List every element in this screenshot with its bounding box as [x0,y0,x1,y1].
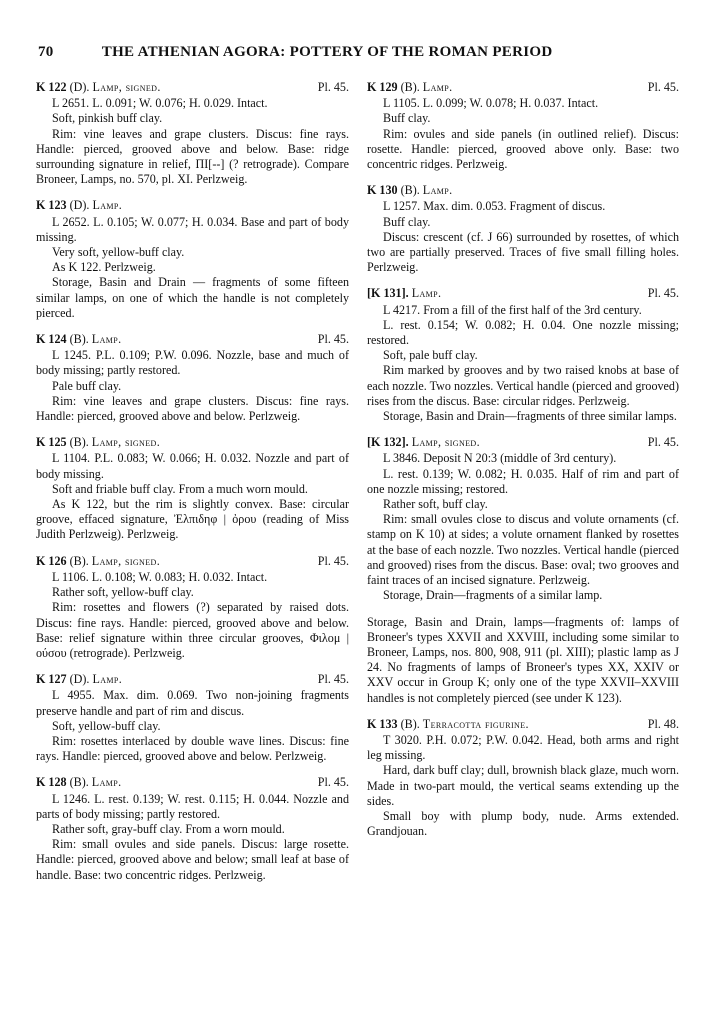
catalogue-entry [36,554,349,661]
running-header [38,44,664,61]
entry-id: K 123 [36,198,67,213]
entry-line: Discus: crescent (cf. J 66) surrounded by rosettes, of which two are partially preserved. Traces of five small filling holes. Perlzweig. [367,229,679,275]
entry-line: L. rest. 0.139; W. 0.082; H. 0.035. Half of rim and part of one nozzle missing; restored. [367,466,679,496]
entry-id: K 133 [367,716,398,731]
entry-kind: Lamp. [91,775,122,790]
left-column [36,80,349,894]
entry-line: L 1106. L. 0.108; W. 0.083; H. 0.032. Intact. [52,569,268,584]
storage-note: Storage, Basin and Drain, lamps—fragments of: lamps of Broneer's types XXVII and XXVIII, including some similar to Broneer, Lamps, nos. 800, 908, 911 (pl. XIII); plastic lamp as J 24. No fragments of lamps of Broneer's types XX, XXIV or XXV occur in Group K; only one of the type XXVII–XXVIII handles is not completely pierced (see under K 123). [367,614,679,705]
catalogue-entry [36,198,349,321]
page-number: 70 [38,44,54,60]
entry-title [367,435,480,450]
entry-id: K 122 [36,80,67,94]
entry-class: (B). [69,553,89,568]
right-column [367,80,679,850]
entry-title [36,672,122,687]
entry-title [36,775,122,790]
catalogue-entry [36,80,349,187]
entry-plate: Pl. 45. [317,775,349,790]
entry-title [367,183,453,198]
entry-line: T 3020. P.H. 0.072; P.W. 0.042. Head, both arms and right leg missing. [367,732,679,763]
entry-title [36,198,122,213]
entry-plate: Pl. 45. [317,80,349,94]
entry-class: (D). [69,672,90,687]
entry-id: [K 131]. [367,286,409,301]
entry-line: As K 122, but the rim is slightly convex. Base: circular groove, effaced signature, Ἐλπιδηφ | ὀρου (reading of Miss Judith Perlzweig). Perlzweig. [36,497,349,542]
entry-plate: Pl. 45. [647,435,679,450]
entry-kind: Lamp, signed. [411,435,481,450]
entry-line: Hard, dark buff clay; dull, brownish black glaze, much worn. Made in two-part mould, the vertical seams extending up the sides. [367,763,679,808]
entry-heading [36,435,349,450]
entry-title [367,80,453,95]
entry-line: Storage, Drain—fragments of a similar lamp. [383,588,603,603]
entry-line: L 2652. L. 0.105; W. 0.077; H. 0.034. Base and part of body missing. [36,214,349,244]
entry-heading [36,775,349,790]
entry-line: Soft, pale buff clay. [383,348,478,363]
entry-id: K 126 [36,553,67,568]
entry-line: L 1245. P.L. 0.109; P.W. 0.096. Nozzle, base and much of body missing; partly restored. [36,348,349,378]
entry-plate: Pl. 48. [647,716,679,731]
entry-id: [K 132]. [367,435,409,450]
entry-class: (B). [400,716,420,731]
entry-line: Soft, pinkish buff clay. [52,111,163,126]
entry-kind: Lamp. [411,286,442,301]
entry-plate: Pl. 45. [317,553,349,568]
entry-line: Pale buff clay. [52,378,122,393]
entry-kind: Lamp, signed. [92,80,161,94]
entry-line: Small boy with plump body, nude. Arms extended. Grandjouan. [367,808,679,839]
running-title: THE ATHENIAN AGORA: POTTERY OF THE ROMAN PERIOD [101,44,553,60]
entry-line: Buff clay. [383,214,431,229]
entry-line: Storage, Basin and Drain — fragments of some fifteen similar lamps, on one of which the handle is not completely pierced. [36,275,349,320]
entry-line: Rim: small ovules close to discus and volute ornaments (cf. stamp on K 10) at sides; a volute ornament flanked by rosettes at the base of each nozzle. Two nozzles. Vertical handle (pierced and grooved) rises from the discus. Base: oval; two grooves and faint traces of an incised signature. Perlzweig. [367,512,679,588]
entry-kind: Lamp, signed. [91,553,161,568]
entry-plate: Pl. 45. [647,286,679,301]
entry-line: L 4217. From a fill of the first half of the 3rd century. [383,302,642,317]
entry-heading [367,80,679,95]
entry-heading [367,717,679,732]
entry-line: Rather soft, buff clay. [383,497,488,512]
catalogue-entry [367,80,679,172]
entry-class: (D). [69,80,90,94]
entry-heading [36,332,349,347]
entry-title [36,80,161,95]
entry-heading [367,286,679,301]
entry-heading [36,198,349,213]
entry-id: K 125 [36,435,67,450]
entry-line: As K 122. Perlzweig. [52,260,156,275]
catalogue-entry [367,183,679,275]
entry-kind: Lamp. [91,332,122,347]
right-entries [367,80,679,604]
entry-kind: Terracotta figurine. [422,716,529,731]
entry-line: Rim: ovules and side panels (in outlined relief). Discus: rosette. Handle: pierced, grooved above only. Base: two concentric ridges. Perlzweig. [367,126,679,172]
entry-plate: Pl. 45. [317,332,349,347]
catalogue-entry [36,332,349,424]
entry-line: Rather soft, gray-buff clay. From a worn mould. [52,821,285,836]
entry-title [367,717,529,732]
entry-kind: Lamp. [422,183,453,198]
entry-id: K 128 [36,775,67,790]
entry-heading [367,435,679,450]
entry-id: K 124 [36,332,67,347]
entry-title [36,332,122,347]
entry-title [36,554,160,569]
entry-kind: Lamp. [422,80,453,94]
entry-line: Rim: vine leaves and grape clusters. Discus: fine rays. Handle: pierced, grooved above and below. Perlzweig. [36,393,349,424]
entry-heading [36,672,349,687]
entry-line: L 1257. Max. dim. 0.053. Fragment of discus. [383,199,606,214]
entry-class: (B). [69,332,89,347]
entry-kind: Lamp. [92,198,123,213]
entry-line: L 1105. L. 0.099; W. 0.078; H. 0.037. Intact. [383,96,599,111]
entry-title [367,286,441,301]
catalogue-entry [367,435,679,603]
catalogue-entry [36,775,349,882]
entry-line: L 1246. L. rest. 0.139; W. rest. 0.115; H. 0.044. Nozzle and parts of body missing; partly restored. [36,791,349,821]
entry-title [36,435,160,450]
entry-line: Very soft, yellow-buff clay. [52,245,185,260]
entry-kind: Lamp. [92,672,123,687]
right-last-entry [367,717,679,840]
entry-kind: Lamp, signed. [91,435,161,450]
entry-line: L. rest. 0.154; W. 0.082; H. 0.04. One nozzle missing; restored. [367,317,679,348]
entry-line: Rather soft, yellow-buff clay. [52,585,194,600]
entry-class: (B). [69,435,89,450]
entry-line: Rim: rosettes interlaced by double wave lines. Discus: fine rays. Handle: pierced, grooved above and below. Perlzweig. [36,733,349,764]
entry-plate: Pl. 45. [647,80,679,94]
entry-id: K 129 [367,80,398,94]
entry-line: Rim: vine leaves and grape clusters. Discus: fine rays. Handle: pierced, grooved above and below. Base: ridge surrounding signature in relief, ΠΙ[--] (? retrograde). Compare Broneer, Lamps, no. 570, pl. XI. Perlzweig. [36,126,349,187]
entry-line: L 2651. L. 0.091; W. 0.076; H. 0.029. Intact. [52,96,268,111]
catalogue-entry [367,717,679,840]
entry-id: K 127 [36,672,67,687]
entry-line: Rim: small ovules and side panels. Discus: large rosette. Handle: pierced, grooved above and below; small leaf at base of handle. Base: two concentric ridges. Perlzweig. [36,837,349,882]
entry-line: Storage, Basin and Drain—fragments of three similar lamps. [383,409,677,424]
entry-line: L 4955. Max. dim. 0.069. Two non-joining fragments preserve handle and part of rim and discus. [36,688,349,718]
entry-line: L 3846. Deposit N 20:3 (middle of 3rd century). [383,451,617,466]
entry-heading [36,80,349,95]
entry-line: Soft and friable buff clay. From a much worn mould. [52,481,308,496]
entry-line: Rim marked by grooves and by two raised knobs at base of each nozzle. Two nozzles. Vertical handle (pierced and grooved) rises from the discus. Base: circular ridges. Perlzweig. [367,363,679,408]
entry-heading [367,183,679,198]
catalogue-entry [36,672,349,764]
entry-id: K 130 [367,183,398,198]
entry-class: (D). [69,198,90,213]
entry-class: (B). [400,80,420,94]
catalogue-entry [36,435,349,542]
entry-class: (B). [69,775,89,790]
entry-class: (B). [400,183,420,198]
entry-line: Buff clay. [383,111,431,126]
entry-line: L 1104. P.L. 0.083; W. 0.066; H. 0.032. Nozzle and part of body missing. [36,451,349,481]
catalogue-entry [367,286,679,424]
entry-line: Soft, yellow-buff clay. [52,718,161,733]
entry-heading [36,554,349,569]
entry-line: Rim: rosettes and flowers (?) separated by raised dots. Discus: fine rays. Handle: pierced, grooved above and below. Base: relief signature within three circular grooves, Φιλομ | ούσου (retrograde). Perlzweig. [36,600,349,660]
entry-plate: Pl. 45. [317,672,349,687]
